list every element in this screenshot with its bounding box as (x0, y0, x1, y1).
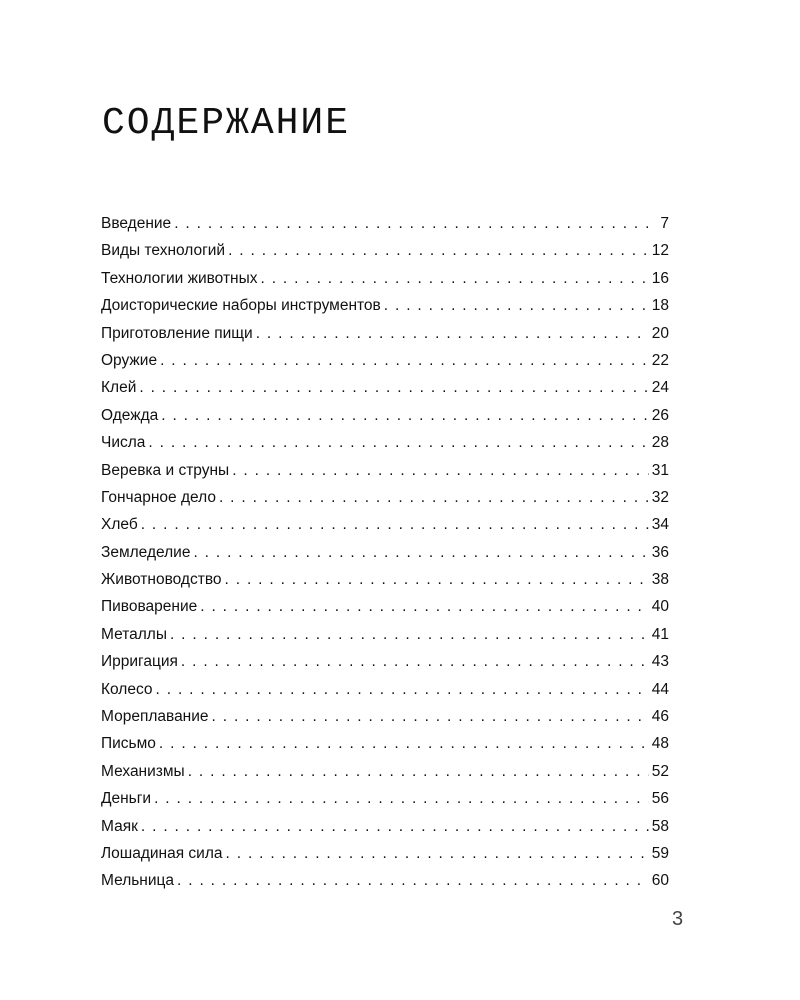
toc-entry-page: 7 (660, 215, 669, 232)
toc-entry (101, 429, 669, 456)
toc-entry-page: 16 (651, 269, 669, 287)
toc-leader-dots (170, 621, 649, 648)
toc-entry-label: Введение (101, 215, 172, 232)
toc-entry (101, 758, 669, 785)
toc-entry-page: 46 (651, 708, 669, 726)
toc-entry (101, 484, 669, 511)
toc-entry-page: 18 (651, 297, 669, 315)
toc-leader-dots (159, 730, 649, 757)
toc-entry-label: Мореплавание (101, 708, 209, 726)
toc-entry (101, 402, 669, 429)
toc-leader-dots (177, 867, 649, 894)
toc-entry-page: 59 (651, 844, 669, 862)
toc-leader-dots (148, 429, 648, 456)
toc-entry (101, 457, 669, 484)
toc-entry-label: Лошадиная сила (101, 844, 223, 862)
toc-entry (101, 648, 669, 675)
toc-entry (101, 813, 669, 840)
toc-entry-page: 34 (651, 516, 669, 534)
toc-leader-dots (212, 703, 649, 730)
toc-entry-label: Веревка и струны (101, 461, 230, 479)
toc-entry (101, 265, 669, 292)
toc-leader-dots (139, 374, 648, 401)
toc-leader-dots (228, 237, 649, 264)
page-number: 3 (672, 908, 684, 930)
toc-leader-dots (161, 402, 649, 429)
toc-entry-page: 36 (651, 543, 669, 561)
toc-entry-label: Оружие (101, 351, 158, 369)
toc-entry-page: 28 (651, 434, 669, 452)
toc-leader-dots (232, 457, 649, 484)
toc-entry-page: 24 (651, 379, 669, 397)
toc-leader-dots (261, 265, 649, 292)
table-of-contents (101, 210, 669, 895)
toc-entry-label: Приготовление пищи (101, 324, 253, 342)
toc-entry (101, 539, 669, 566)
toc-leader-dots (256, 320, 649, 347)
toc-entry (101, 840, 669, 867)
toc-entry-label: Технологии животных (101, 269, 258, 287)
toc-entry-label: Деньги (101, 790, 152, 808)
toc-entry-page: 41 (651, 625, 669, 643)
toc-entry-label: Животноводство (101, 571, 222, 589)
toc-entry-page: 22 (651, 351, 669, 369)
toc-leader-dots (226, 840, 649, 867)
toc-entry (101, 237, 669, 264)
toc-entry-label: Механизмы (101, 762, 185, 780)
toc-leader-dots (174, 210, 657, 237)
toc-entry-page: 20 (651, 324, 669, 342)
toc-entry-page: 60 (651, 872, 669, 890)
toc-entry-label: Одежда (101, 406, 159, 424)
toc-entry-page: 26 (651, 406, 669, 424)
toc-entry-label: Колесо (101, 680, 153, 698)
toc-entry-page: 12 (651, 242, 669, 260)
toc-entry-page: 40 (651, 598, 669, 616)
toc-entry-label: Пивоварение (101, 598, 198, 616)
toc-leader-dots (188, 758, 649, 785)
page-title: СОДЕРЖАНИЕ (102, 102, 351, 145)
toc-entry (101, 703, 669, 730)
toc-entry-page: 58 (651, 817, 669, 835)
toc-entry-label: Маяк (101, 817, 138, 835)
toc-entry (101, 292, 669, 319)
toc-entry-label: Доисторические наборы инструментов (101, 297, 381, 315)
toc-leader-dots (225, 566, 649, 593)
toc-entry-label: Ирригация (101, 653, 178, 671)
toc-leader-dots (141, 813, 649, 840)
toc-entry (101, 730, 669, 757)
toc-leader-dots (156, 676, 649, 703)
toc-entry-label: Гончарное дело (101, 488, 216, 506)
toc-entry-label: Числа (101, 434, 146, 452)
toc-entry-page: 48 (651, 735, 669, 753)
toc-entry (101, 593, 669, 620)
toc-leader-dots (219, 484, 649, 511)
toc-entry (101, 867, 669, 894)
toc-entry-label: Земледелие (101, 543, 191, 561)
toc-entry-label: Хлеб (101, 516, 138, 534)
toc-entry-page: 32 (651, 488, 669, 506)
toc-entry-label: Клей (101, 379, 137, 397)
toc-entry-page: 52 (651, 762, 669, 780)
toc-entry-label: Виды технологий (101, 242, 226, 260)
toc-leader-dots (200, 593, 649, 620)
toc-leader-dots (141, 511, 649, 538)
toc-entry (101, 511, 669, 538)
toc-entry-label: Мельница (101, 872, 175, 890)
toc-entry-page: 56 (651, 790, 669, 808)
toc-leader-dots (160, 347, 649, 374)
toc-entry (101, 566, 669, 593)
toc-entry-page: 31 (651, 461, 669, 479)
toc-entry (101, 320, 669, 347)
toc-entry (101, 785, 669, 812)
toc-leader-dots (384, 292, 649, 319)
toc-entry-page: 43 (651, 653, 669, 671)
toc-leader-dots (154, 785, 649, 812)
toc-entry-label: Письмо (101, 735, 156, 753)
toc-leader-dots (181, 648, 649, 675)
toc-entry-label: Металлы (101, 625, 167, 643)
toc-leader-dots (193, 539, 648, 566)
toc-entry (101, 210, 669, 237)
toc-entry (101, 676, 669, 703)
toc-entry-page: 38 (651, 571, 669, 589)
toc-entry (101, 374, 669, 401)
toc-entry (101, 621, 669, 648)
toc-entry (101, 347, 669, 374)
toc-entry-page: 44 (651, 680, 669, 698)
